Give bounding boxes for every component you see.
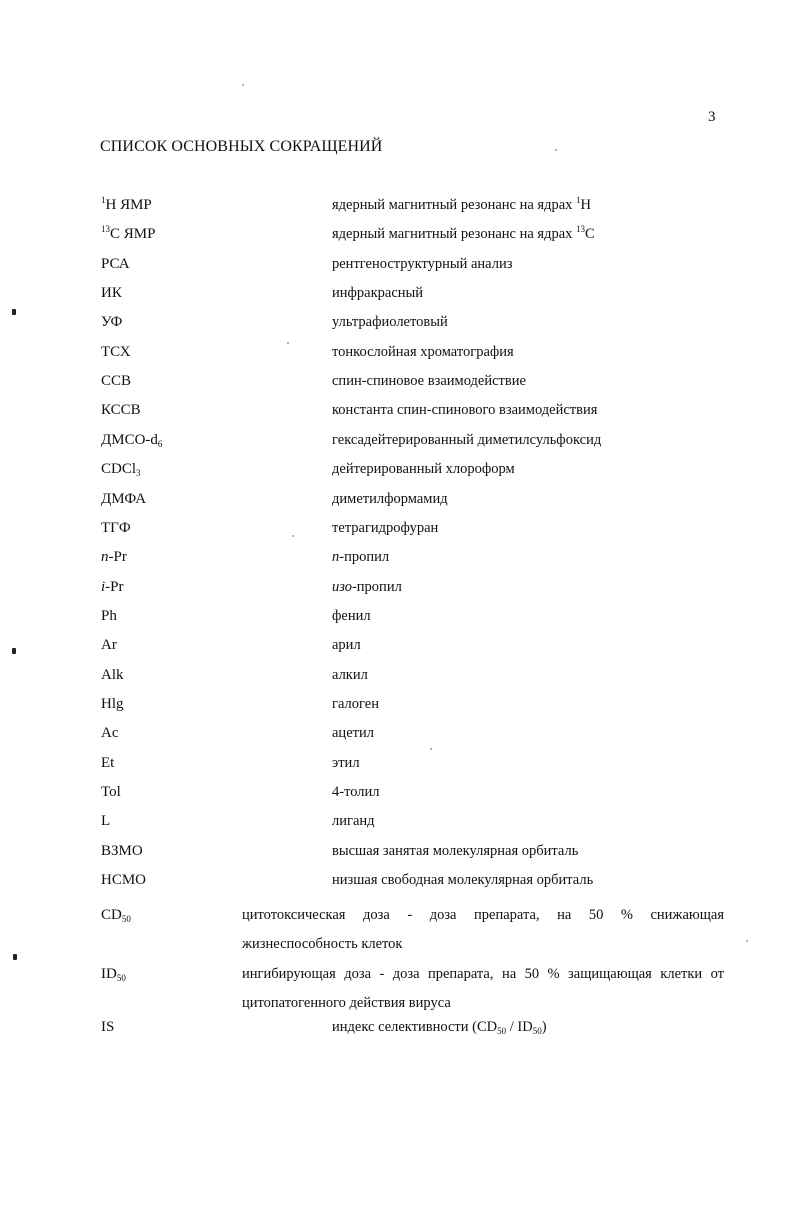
abbreviation-definition bbox=[332, 754, 360, 772]
abbreviation-term bbox=[101, 284, 122, 302]
abbreviation-definition bbox=[332, 842, 578, 860]
term-text: ССВ bbox=[101, 373, 132, 390]
abbreviation-definition-wrapped: цитотоксическая доза - доза препарата, на 50 % снижающая жизнеспособность клеток bbox=[242, 907, 724, 952]
abbreviation-term: IS bbox=[101, 1019, 115, 1035]
abbreviation-term bbox=[101, 519, 131, 537]
definition-text: рентгеноструктурный анализ bbox=[332, 255, 513, 272]
definition-subscript: 50 bbox=[532, 1026, 542, 1036]
definition-text: индекс селективности (CD bbox=[332, 1019, 498, 1035]
abbreviation-term bbox=[101, 460, 141, 478]
definition-text: этил bbox=[332, 754, 360, 771]
term-text: Ar bbox=[101, 637, 117, 654]
term-text: L bbox=[101, 813, 111, 830]
definition-text: дейтерированный хлороформ bbox=[332, 461, 515, 478]
abbreviation-definition bbox=[332, 812, 375, 830]
definition-text: ядерный магнитный резонанс на ядрах bbox=[332, 226, 577, 243]
scan-speck bbox=[287, 342, 289, 344]
abbreviation-definition bbox=[332, 460, 515, 478]
page-number: 3 bbox=[708, 109, 716, 125]
abbreviation-definition bbox=[332, 724, 374, 742]
scan-speck bbox=[242, 84, 244, 86]
definition-italic-prefix: n bbox=[332, 549, 340, 566]
abbreviation-term bbox=[101, 343, 131, 361]
abbreviation-definition bbox=[332, 284, 423, 302]
binding-hole-mark bbox=[13, 954, 17, 960]
abbreviation-term bbox=[101, 906, 131, 924]
definition-text: гексадейтерированный диметилсульфоксид bbox=[332, 431, 602, 448]
term-text: Et bbox=[101, 754, 115, 771]
abbreviation-term bbox=[101, 490, 146, 508]
abbreviation-term bbox=[101, 431, 162, 449]
term-text: ТГФ bbox=[101, 519, 131, 536]
binding-hole-mark bbox=[12, 309, 16, 315]
definition-text: тонкослойная хроматография bbox=[332, 343, 514, 360]
definition-text: фенил bbox=[332, 607, 371, 624]
scan-speck bbox=[555, 149, 557, 151]
abbreviation-definition bbox=[332, 401, 597, 419]
abbreviation-definition bbox=[332, 636, 361, 654]
abbreviation-term bbox=[101, 313, 122, 331]
term-text: ДМСО-d bbox=[101, 431, 158, 448]
definition-superscript: 13 bbox=[576, 224, 586, 235]
term-text: Ac bbox=[101, 725, 119, 742]
abbreviation-definition bbox=[332, 490, 448, 508]
abbreviation-term bbox=[101, 783, 121, 801]
definition-text: тетрагидрофуран bbox=[332, 519, 439, 536]
abbreviation-definition bbox=[332, 431, 601, 449]
abbreviation-term bbox=[101, 225, 155, 243]
definition-text: 4-толил bbox=[332, 784, 380, 800]
definition-superscript: 1 bbox=[576, 195, 581, 205]
definition-text: диметилформамид bbox=[332, 490, 448, 507]
abbreviation-definition bbox=[332, 695, 379, 713]
definition-text: -пропил bbox=[351, 578, 402, 595]
term-text: ТСХ bbox=[101, 343, 131, 360]
abbreviation-definition bbox=[332, 666, 368, 684]
term-subscript: 6 bbox=[157, 438, 163, 449]
definition-suffix: С bbox=[585, 226, 595, 243]
abbreviation-definition bbox=[332, 548, 389, 566]
term-text: -Pr bbox=[108, 549, 127, 566]
abbreviation-term bbox=[101, 255, 130, 273]
term-text: РСА bbox=[101, 255, 130, 272]
definition-text: низшая свободная молекулярная орбиталь bbox=[332, 872, 594, 889]
scan-speck bbox=[430, 748, 432, 750]
binding-hole-mark bbox=[12, 648, 16, 654]
term-text: НСМО bbox=[101, 872, 147, 889]
abbreviation-definition bbox=[332, 607, 371, 625]
term-text: Alk bbox=[101, 666, 124, 683]
term-text: УФ bbox=[101, 314, 123, 331]
term-text: КССВ bbox=[101, 402, 141, 419]
abbreviation-term bbox=[101, 871, 146, 889]
term-text: Tol bbox=[101, 784, 121, 800]
definition-text: ультрафиолетовый bbox=[332, 314, 448, 331]
abbreviation-definition bbox=[332, 372, 526, 390]
definition-text: галоген bbox=[332, 695, 379, 712]
abbreviation-term bbox=[101, 636, 117, 654]
term-text: CD bbox=[101, 907, 122, 923]
abbreviation-definition bbox=[332, 255, 512, 273]
definition-text: константа спин-спинового взаимодействия bbox=[332, 402, 598, 419]
page-title: СПИСОК ОСНОВНЫХ СОКРАЩЕНИЙ bbox=[100, 138, 383, 155]
term-text: Hlg bbox=[101, 695, 124, 712]
term-text: ВЗМО bbox=[101, 842, 143, 859]
abbreviation-term bbox=[101, 724, 119, 742]
abbreviation-term bbox=[101, 695, 124, 713]
definition-text: ядерный магнитный резонанс на ядрах bbox=[332, 197, 577, 213]
abbreviation-definition bbox=[332, 519, 438, 537]
abbreviation-term bbox=[101, 965, 126, 983]
abbreviation-definition bbox=[332, 196, 591, 214]
term-superscript: 1 bbox=[101, 195, 106, 205]
scan-speck bbox=[746, 940, 748, 942]
definition-text: арил bbox=[332, 637, 361, 654]
abbreviation-term bbox=[101, 842, 143, 860]
definition-italic-prefix: изо bbox=[332, 578, 352, 595]
abbreviation-term bbox=[101, 196, 152, 214]
abbreviation-definition bbox=[332, 1018, 547, 1036]
abbreviation-definition bbox=[332, 783, 380, 801]
definition-text: ацетил bbox=[332, 725, 374, 742]
abbreviation-definition bbox=[332, 343, 514, 361]
term-subscript: 50 bbox=[121, 914, 131, 924]
term-text: -Pr bbox=[105, 578, 124, 595]
term-text: ИК bbox=[101, 285, 122, 302]
abbreviation-term bbox=[101, 812, 110, 830]
abbreviation-definition bbox=[332, 313, 448, 331]
abbreviation-term bbox=[101, 372, 131, 390]
term-text: Ph bbox=[101, 607, 117, 624]
definition-subscript: 50 bbox=[497, 1026, 507, 1036]
abbreviation-term bbox=[101, 666, 124, 684]
term-text: ДМФА bbox=[101, 490, 147, 507]
abbreviation-term bbox=[101, 607, 117, 625]
term-superscript: 13 bbox=[101, 224, 110, 235]
scan-speck bbox=[292, 535, 294, 537]
abbreviation-term bbox=[101, 578, 124, 596]
definition-text: инфракрасный bbox=[332, 285, 424, 302]
definition-suffix: Н bbox=[580, 197, 592, 213]
definition-text: / ID bbox=[506, 1019, 533, 1035]
term-subscript: 50 bbox=[116, 973, 126, 983]
term-text: Н ЯМР bbox=[105, 197, 152, 213]
abbreviation-definition-wrapped: ингибирующая доза - доза препарата, на 50 % защищающая клетки от цитопатогенного действия вируса bbox=[242, 966, 724, 1011]
abbreviation-term bbox=[101, 548, 127, 566]
definition-text: высшая занятая молекулярная орбиталь bbox=[332, 842, 579, 859]
definition-text: лиганд bbox=[332, 813, 375, 830]
abbreviation-definition bbox=[332, 871, 593, 889]
term-italic-prefix: n bbox=[101, 549, 109, 566]
term-text: С ЯМР bbox=[110, 226, 156, 243]
definition-text: алкил bbox=[332, 666, 368, 683]
abbreviation-definition bbox=[332, 225, 595, 243]
abbreviation-definition bbox=[332, 578, 402, 596]
term-text: ID bbox=[101, 966, 117, 982]
definition-text: ) bbox=[541, 1019, 547, 1035]
term-text: CDCl bbox=[101, 461, 137, 478]
definition-text: -пропил bbox=[339, 549, 390, 566]
term-subscript: 3 bbox=[136, 468, 141, 479]
term-italic-prefix: i bbox=[101, 578, 106, 595]
abbreviation-term bbox=[101, 754, 114, 772]
definition-text: спин-спиновое взаимодействие bbox=[332, 373, 526, 390]
abbreviation-term bbox=[101, 401, 141, 419]
